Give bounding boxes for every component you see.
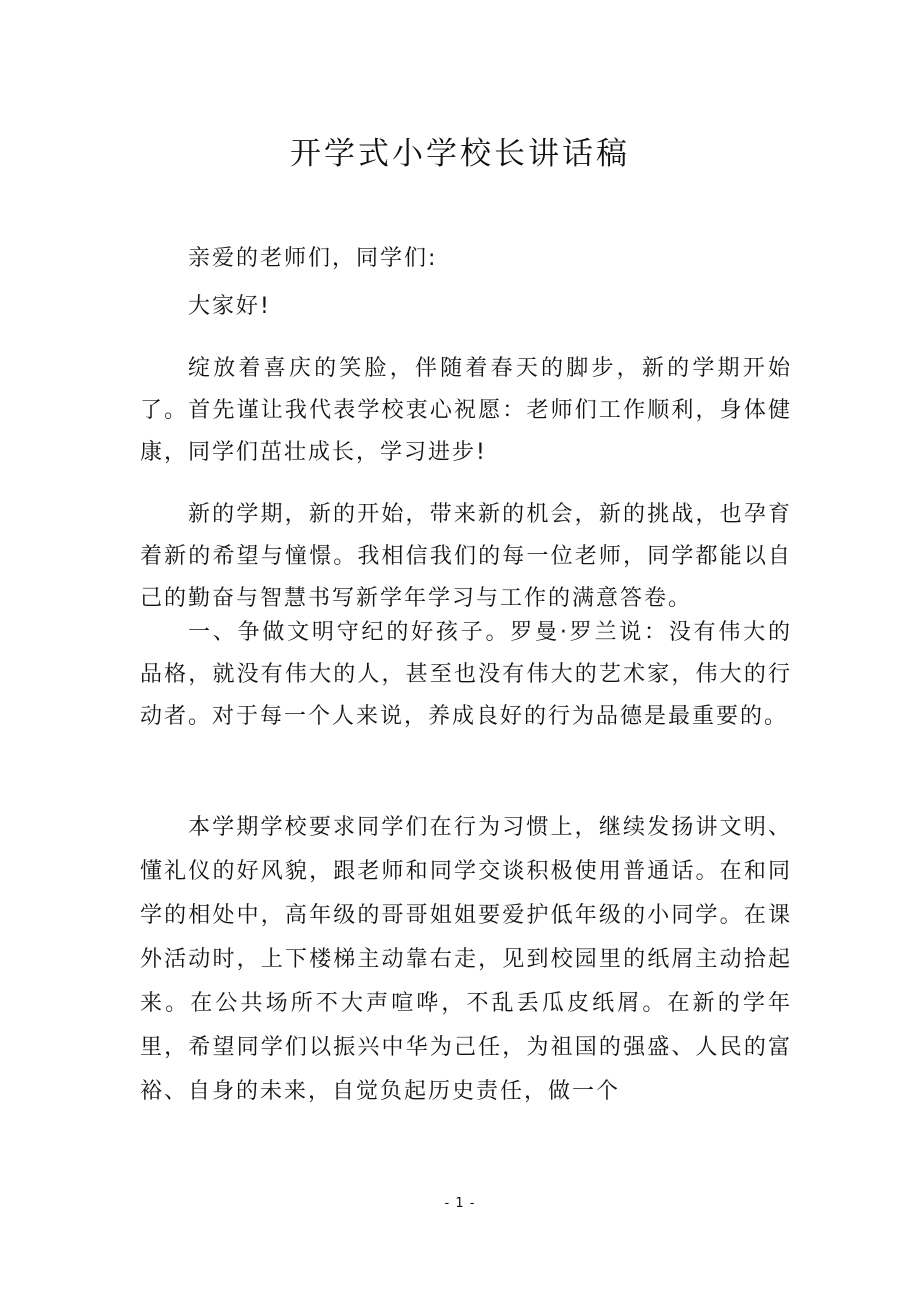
page-title: 开学式小学校长讲话稿 bbox=[290, 136, 630, 172]
paragraph-civilized-child: 一、争做文明守纪的好孩子。罗曼·罗兰说：没有伟大的品格，就没有伟大的人，甚至也没有伟大的艺术家，伟大的行动者。对于每一个人来说，养成良好的行为品德是最重要的。 bbox=[140, 620, 792, 729]
greeting-line: 亲爱的老师们，同学们: bbox=[188, 246, 438, 271]
page-number: - 1 - bbox=[444, 1196, 476, 1211]
hello-line: 大家好! bbox=[188, 294, 271, 319]
paragraph-behavior-habits: 本学期学校要求同学们在行为习惯上，继续发扬讲文明、懂礼仪的好风貌，跟老师和同学交谈积极使用普通话。在和同学的相处中，高年级的哥哥姐姐要爱护低年级的小同学。在课外活动时，上下楼梯主动靠右走，见到校园里的纸屑主动拾起来。在公共场所不大声喧哗，不乱丢瓜皮纸屑。在新的学年里，希望同学们以振兴中华为己任，为祖国的强盛、人民的富裕、自身的未来，自觉负起历史责任，做一个 bbox=[140, 815, 792, 1104]
paragraph-opening: 绽放着喜庆的笑脸，伴随着春天的脚步，新的学期开始了。首先谨让我代表学校衷心祝愿：老师们工作顺利，身体健康，同学们茁壮成长，学习进步! bbox=[140, 356, 792, 465]
paragraph-new-semester: 新的学期，新的开始，带来新的机会，新的挑战，也孕育着新的希望与憧憬。我相信我们的每一位老师，同学都能以自己的勤奋与智慧书写新学年学习与工作的满意答卷。 bbox=[140, 502, 792, 611]
